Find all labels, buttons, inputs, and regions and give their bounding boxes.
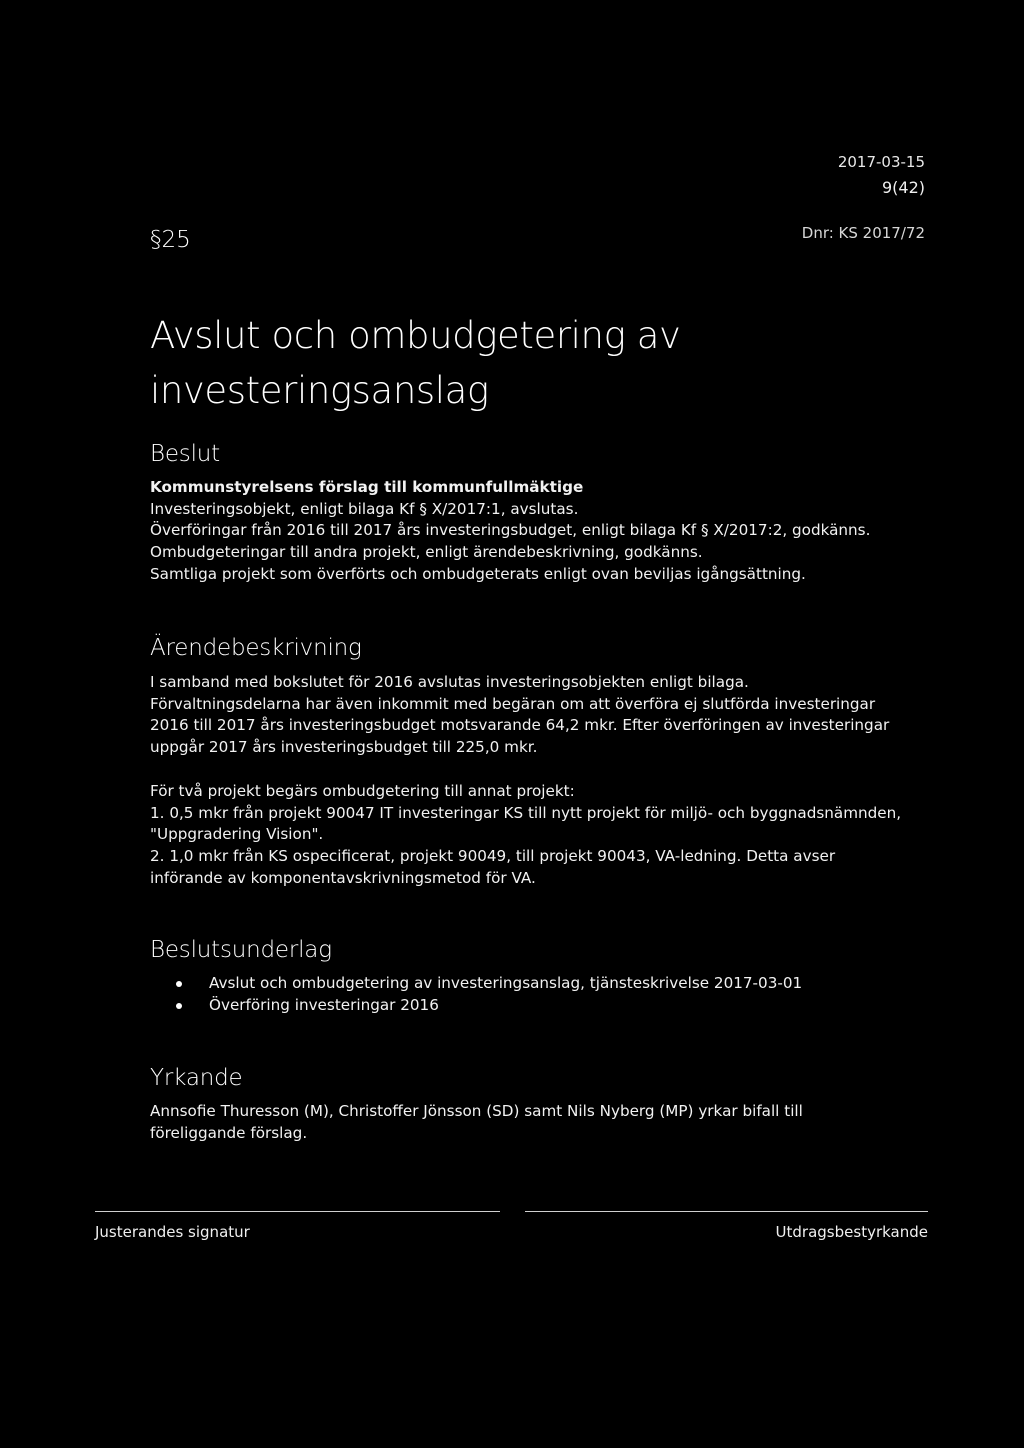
page-number: 9(42) [881,178,925,197]
arende-line: 2016 till 2017 års investeringsbudget motsvarande 64,2 mkr. Efter överföringen av investeringar [150,716,890,735]
beslut-body [150,477,870,586]
underlag-list [176,973,802,1016]
signature-divider-right [525,1211,928,1212]
beslut-line: Samtliga projekt som överförts och ombudgeterats enligt ovan beviljas igångsättning. [150,564,806,583]
ombud-line: 2. 1,0 mkr från KS ospecificerat, projekt 90049, till projekt 90043, VA-ledning. Detta avser [150,847,836,866]
section-heading-yrkande: Yrkande [150,1065,243,1091]
ombudgetering-body [150,781,901,890]
section-heading-arendebeskrivning: Ärendebeskrivning [150,635,362,661]
section-heading-beslut: Beslut [150,441,220,467]
beslut-line: Ombudgeteringar till andra projekt, enligt ärendebeskrivning, godkänns. [150,543,703,562]
beslut-line: Överföringar från 2016 till 2017 års investeringsbudget, enligt bilaga Kf § X/2017:2, godkänns. [150,521,871,540]
list-item-label: Avslut och ombudgetering av investeringsanslag, tjänsteskrivelse 2017-03-01 [209,974,803,992]
document-date: 2017-03-15 [837,153,925,171]
beslut-subheading: Kommunstyrelsens förslag till kommunfullmäktige [150,478,584,496]
title-line-2: investeringsanslag [150,369,489,412]
ombud-line: För två projekt begärs ombudgetering till annat projekt: [150,782,575,800]
beslut-line: Investeringsobjekt, enligt bilaga Kf § X/2017:1, avslutas. [150,499,579,518]
title-line-1: Avslut och ombudgetering av [150,314,681,357]
paragraph-number: §25 [150,227,191,253]
signature-label-justerande: Justerandes signatur [95,1223,250,1241]
arende-line: uppgår 2017 års investeringsbudget till 225,0 mkr. [150,738,538,757]
list-item-label: Överföring investeringar 2016 [209,995,439,1014]
arende-line: Förvaltningsdelarna har även inkommit med begäran om att överföra ej slutförda investeringar [150,694,876,713]
diary-number: Dnr: KS 2017/72 [801,224,925,242]
arende-body [150,672,889,759]
ombud-line: 1. 0,5 mkr från projekt 90047 IT investeringar KS till nytt projekt för miljö- och byggnadsnämnden, [150,803,902,822]
list-item [176,995,802,1017]
bullet-icon [176,1003,182,1009]
signature-label-utdrag: Utdragsbestyrkande [775,1223,928,1241]
list-item [176,973,802,995]
section-heading-beslutsunderlag: Beslutsunderlag [150,937,332,963]
bullet-icon [176,981,182,987]
page-title [150,308,681,418]
yrkande-line: Annsofie Thuresson (M), Christoffer Jönsson (SD) samt Nils Nyberg (MP) yrkar bifall till [150,1102,803,1120]
yrkande-body [150,1101,803,1144]
yrkande-line: föreliggande förslag. [150,1123,308,1142]
ombud-line: "Uppgradering Vision". [150,825,324,844]
ombud-line: införande av komponentavskrivningsmetod för VA. [150,868,536,887]
arende-line: I samband med bokslutet för 2016 avslutas investeringsobjekten enligt bilaga. [150,673,749,691]
signature-divider-left [95,1211,500,1212]
